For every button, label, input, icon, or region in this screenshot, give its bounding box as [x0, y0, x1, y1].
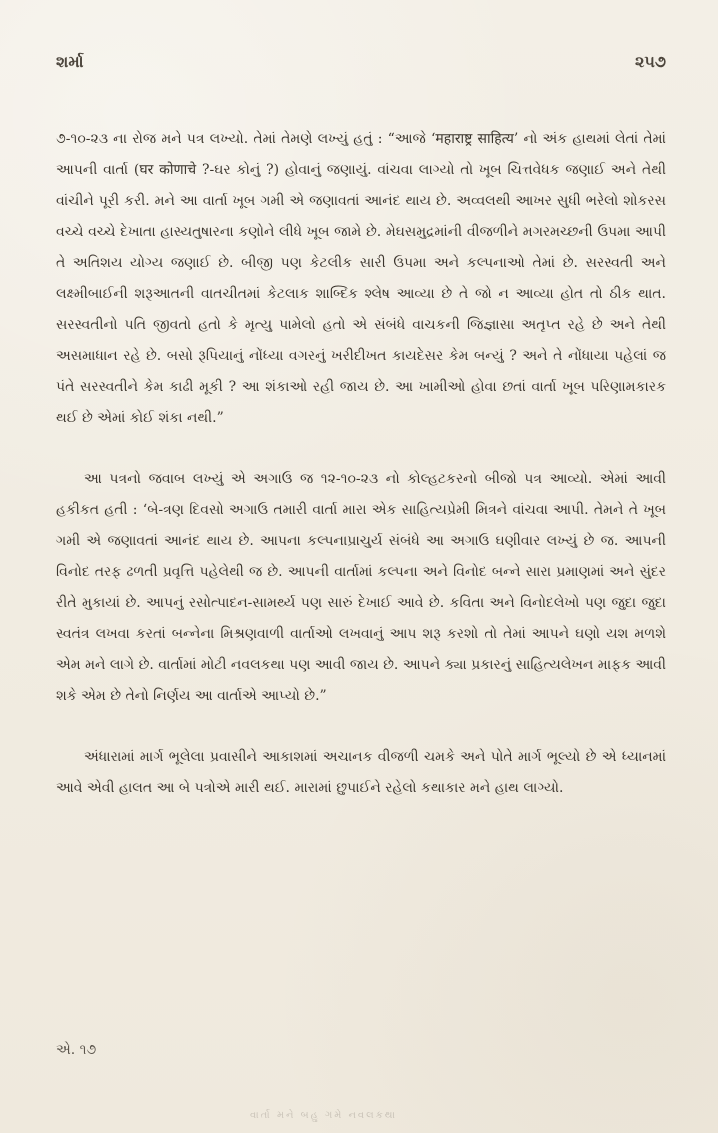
page-number: ૨૫૭ — [634, 52, 666, 71]
paragraph-1: ૭-૧૦-૨૩ ના રોજ મને પત્ર લખ્યો. તેમાં તેમણે લખ્યું હતું : “આજે ‘महाराष्ट्र साहित्य’ નો અંક હાથમાં લેતાં તેમાં આપની વાર્તા (घर कोणाचे ?-ઘર કોનું ?) હોવાનું જણાયું. વાંચવા લાગ્યો તો ખૂબ ચિત્તવેધક જણાઈ અને તેથી વાંચીને પૂરી કરી. મને આ વાર્તા ખૂબ ગમી એ જણાવતાં આનંદ થાય છે. અવ્વલથી આખર સુધી ભરેલો શોકરસ વચ્ચે વચ્ચે દેખાતા હાસ્યતુષારના કણોને લીધે ખૂબ જામે છે. મેઘસમુદ્રમાંની વીજળીને મગરમચ્છની ઉપમા આપી તે અતિશય યોગ્ય જણાઈ છે. બીજી પણ કેટલીક સારી ઉપમા અને કલ્પનાઓ તેમાં છે. સરસ્વતી અને લક્ષ્મીબાઈની શરૂઆતની વાતચીતમાં કેટલાક શાબ્દિક શ્લેષ આવ્યા છે તે જો ન આવ્યા હોત તો ઠીક થાત. સરસ્વતીનો પતિ જીવતો હતો કે મૃત્યુ પામેલો હતો એ સંબંધે વાચકની જિજ્ઞાસા અતૃપ્ત રહે છે અને તેથી અસમાધાન રહે છે. બસો રૂપિયાનું નોંધ્યા વગરનું ખરીદીખત કાયદેસર કેમ બન્યું ? અને તે નોંધાયા પહેલાં જ પંતે સરસ્વતીને કેમ કાઢી મૂકી ? આ શંકાઓ રહી જાય છે. આ ખામીઓ હોવા છતાં વાર્તા ખૂબ પરિણામકારક થઈ છે એમાં કોઈ શંકા નથી.” — [56, 131, 666, 426]
bottom-bleed-through-text: વાર્તા મને બહુ ગમે નવલકથા — [250, 1110, 397, 1121]
paragraph-2: આ પત્રનો જવાબ લખ્યું એ અગાઉ જ ૧૨-૧૦-૨૩ નો કોલ્હટકરનો બીજો પત્ર આવ્યો. એમાં આવી હકીકત હતી : ‘બે-ત્રણ દિવસો અગાઉ તમારી વાર્તા મારા એક સાહિત્યપ્રેમી મિત્રને વાંચવા આપી. તેમને તે ખૂબ ગમી એ જણાવતાં આનંદ થાય છે. આપના કલ્પનાપ્રાચુર્ય સંબંધે આ અગાઉ ઘણીવાર લખ્યું છે જ. આપની વિનોદ તરફ ઢળતી પ્રવૃત્તિ પહેલેથી જ છે. આપની વાર્તામાં કલ્પના અને વિનોદ બન્ને સારા પ્રમાણમાં અને સુંદર રીતે મુકાયાં છે. આપનું રસોત્પાદન-સામર્થ્ય પણ સારું દેખાઈ આવે છે. કવિતા અને વિનોદલેખો પણ જુદા જુદા સ્વતંત્ર લખવા કરતાં બન્નેના મિશ્રણવાળી વાર્તાઓ લખવાનું આપ શરૂ કરશો તો તેમાં આપને ઘણો યશ મળશે એમ મને લાગે છે. વાર્તામાં મોટી નવલકથા પણ આવી જાય છે. આપને ક્યા પ્રકારનું સાહિત્યલેખન માફક આવી શકે એમ છે તેનો નિર્ણય આ વાર્તાએ આપ્યો છે.” — [56, 471, 666, 704]
footer-signature-mark: એ. ૧૭ — [56, 1042, 97, 1058]
running-head-left: શર્મા — [56, 52, 84, 71]
page-header — [56, 44, 666, 80]
paragraph-3: અંધારામાં માર્ગ ભૂલેલા પ્રવાસીને આકાશમાં અચાનક વીજળી ચમકે અને પોતે માર્ગ ભૂલ્યો છે એ ધ્યાનમાં આવે એવી હાલત આ બે પત્રોએ મારી થઈ. મારામાં છુપાઈને રહેલો કથાકાર મને હાથ લાગ્યો. — [56, 749, 666, 796]
